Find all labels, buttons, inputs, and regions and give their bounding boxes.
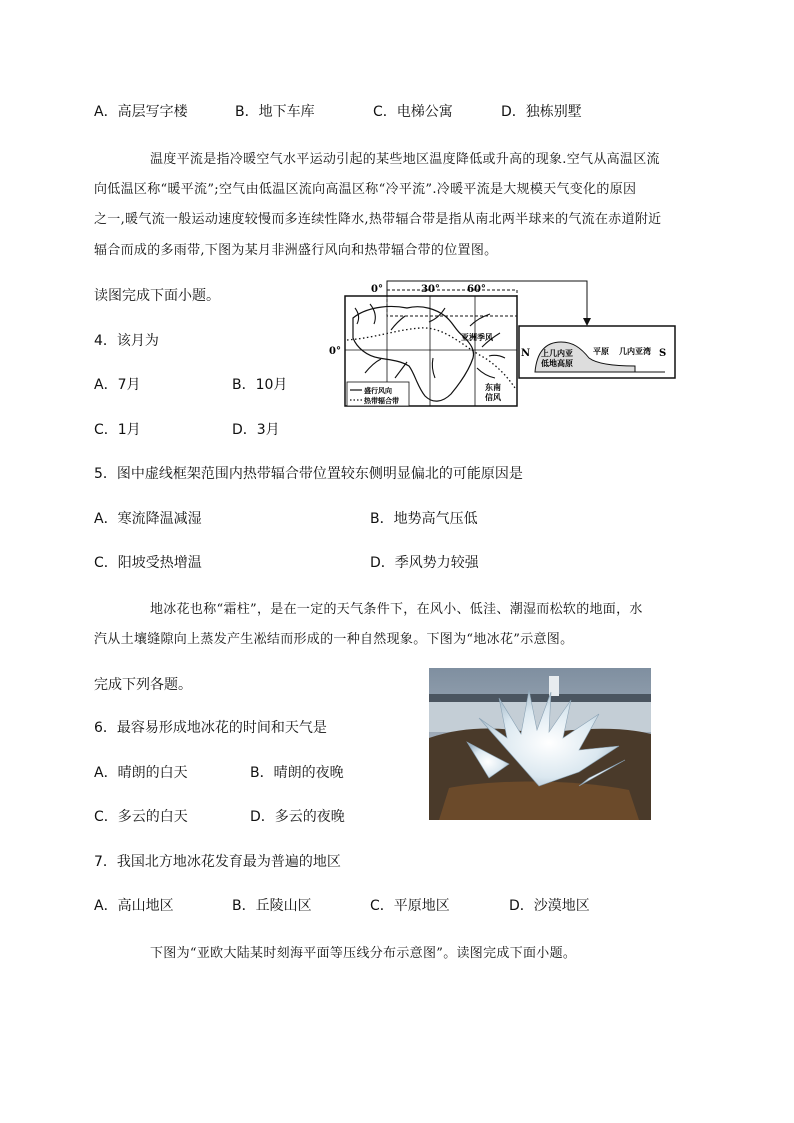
q4-option-a: A．7月 bbox=[94, 377, 141, 393]
lon-60-label: 60° bbox=[467, 284, 486, 295]
lat-0-label: 0° bbox=[329, 346, 341, 357]
q5-option-b: B．地势高气压低 bbox=[370, 511, 478, 527]
q7-option-d: D．沙漠地区 bbox=[509, 898, 590, 914]
q5-option-a: A．寒流降温减湿 bbox=[94, 511, 202, 527]
trade-label-1: 东南 bbox=[485, 382, 501, 392]
q5-stem: 5．图中虚线框架范围内热带辐合带位置较东侧明显偏北的可能原因是 bbox=[94, 466, 523, 482]
q6-option-b: B．晴朗的夜晚 bbox=[250, 765, 344, 781]
legend-itcz-label: 热带辐合带 bbox=[364, 396, 399, 405]
q6-option-d: D．多云的夜晚 bbox=[250, 809, 345, 825]
q3-option-b: B．地下车库 bbox=[235, 104, 315, 120]
passage1-line4: 辐合而成的多雨带,下图为某月非洲盛行风向和热带辐合带的位置图。 bbox=[94, 243, 498, 258]
q6-stem: 6．最容易形成地冰花的时间和天气是 bbox=[94, 720, 327, 736]
q3-option-a: A．高层写字楼 bbox=[94, 104, 188, 120]
profile-s-label: S bbox=[659, 348, 667, 359]
ice-flower-photo bbox=[429, 668, 651, 820]
q7-option-b: B．丘陵山区 bbox=[232, 898, 312, 914]
q5-option-c: C．阳坡受热增温 bbox=[94, 555, 202, 571]
instruction1: 读图完成下面小题。 bbox=[94, 288, 220, 304]
profile-highland-label-1: 上几内亚 bbox=[541, 348, 573, 358]
q4-option-b: B．10月 bbox=[232, 377, 288, 393]
passage1-line1: 温度平流是指冷暖空气水平运动引起的某些地区温度降低或升高的现象.空气从高温区流 bbox=[150, 152, 660, 167]
q4-option-d: D．3月 bbox=[232, 422, 280, 438]
q7-option-c: C．平原地区 bbox=[370, 898, 450, 914]
q3-option-d: D．独栋别墅 bbox=[501, 104, 582, 120]
profile-gulf-label: 几内亚湾 bbox=[619, 346, 651, 356]
trade-label-2: 信风 bbox=[485, 392, 501, 402]
q3-option-c: C．电梯公寓 bbox=[373, 104, 453, 120]
lon-0-label: 0° bbox=[371, 284, 383, 295]
lon-30-label: 30° bbox=[421, 284, 440, 295]
q4-option-c: C．1月 bbox=[94, 422, 141, 438]
passage3: 下图为“亚欧大陆某时刻海平面等压线分布示意图”。读图完成下面小题。 bbox=[150, 946, 577, 961]
passage1-line3: 之一,暖气流一般运动速度较慢而多连续性降水,热带辐合带是指从南北两半球来的气流在赤道附近 bbox=[94, 212, 662, 227]
q7-option-a: A．高山地区 bbox=[94, 898, 174, 914]
q6-option-a: A．晴朗的白天 bbox=[94, 765, 188, 781]
q5-option-d: D．季风势力较强 bbox=[370, 555, 479, 571]
profile-n-label: N bbox=[521, 348, 531, 359]
monsoon-label: 亚洲季风 bbox=[461, 332, 493, 342]
profile-highland-label-2: 低地高原 bbox=[541, 358, 573, 368]
profile-plain-label: 平原 bbox=[593, 346, 609, 356]
instruction2: 完成下列各题。 bbox=[94, 677, 192, 693]
q7-stem: 7．我国北方地冰花发育最为普遍的地区 bbox=[94, 854, 341, 870]
passage2-line2: 汽从土壤缝隙向上蒸发产生凇结而形成的一种自然现象。下图为“地冰花”示意图。 bbox=[94, 632, 574, 647]
q4-stem: 4．该月为 bbox=[94, 333, 159, 349]
passage2-line1: 地冰花也称“霜柱”，是在一定的天气条件下，在风小、低洼、潮湿而松软的地面，水 bbox=[150, 602, 643, 617]
africa-wind-map bbox=[325, 278, 685, 416]
q6-option-c: C．多云的白天 bbox=[94, 809, 188, 825]
legend-wind-label: 盛行风向 bbox=[364, 386, 392, 395]
passage1-line2: 向低温区称“暖平流”;空气由低温区流向高温区称“冷平流”.冷暖平流是大规模天气变化的原因 bbox=[94, 182, 637, 197]
